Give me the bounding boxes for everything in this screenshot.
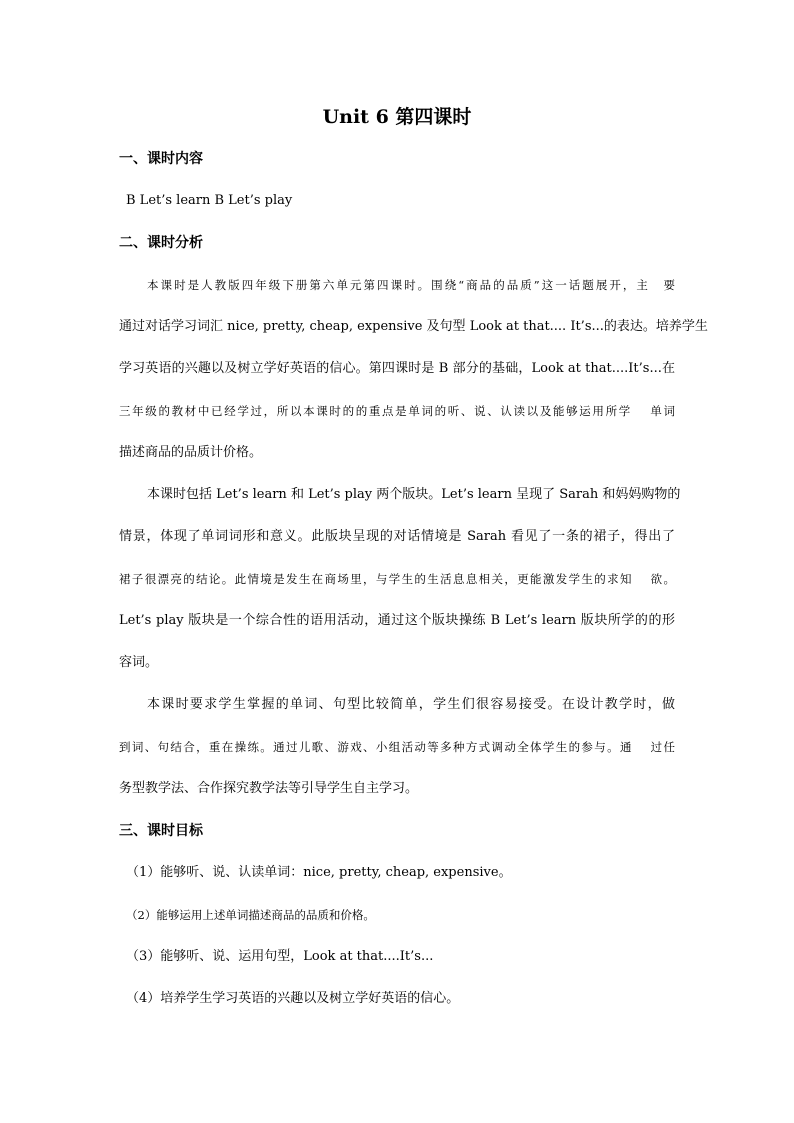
paragraph-line: 本课时包括 Let’s learn 和 Let’s play 两个版块。Let’s learn 呈现了 Sarah 和妈妈购物的: [147, 487, 681, 502]
objective-item: （1）能够听、说、认读单词：nice, pretty, cheap, expensive。: [126, 865, 512, 880]
section-heading-analysis: 二、课时分析: [119, 235, 203, 251]
paragraph-line: 本课时要求学生掌握的单词、句型比较简单，学生们很容易接受。在设计教学时，做: [147, 697, 675, 712]
paragraph-line: 本课时是人教版四年级下册第六单元第四课时。围绕“商品的品质”这一话题展开，主 要: [147, 278, 675, 292]
paragraph-line: 三年级的教材中已经学过，所以本课时的的重点是单词的听、说、认读以及能够运用所学 单词: [119, 404, 675, 418]
section-content-text: B Let’s learn B Let’s play: [126, 193, 293, 208]
objective-item: （4）培养学生学习英语的兴趣以及树立学好英语的信心。: [126, 991, 460, 1006]
paragraph-line: 到词、句结合，重在操练。通过儿歌、游戏、小组活动等多种方式调动全体学生的参与。通 过任: [119, 740, 675, 754]
paragraph-line: 容词。: [119, 655, 159, 670]
paragraph-line: 描述商品的品质计价格。: [119, 445, 263, 460]
document-title: Unit 6 第四课时: [322, 106, 472, 128]
paragraph-line: 通过对话学习词汇 nice, pretty, cheap, expensive 及句型 Look at that.... It’s...的表达。培养学生: [119, 319, 708, 334]
paragraph-line: 裙子很漂亮的结论。此情境是发生在商场里，与学生的生活息息相关，更能激发学生的求知 欲。: [119, 572, 675, 586]
paragraph-line: 务型教学法、合作探究教学法等引导学生自主学习。: [119, 781, 419, 796]
objective-item: （2）能够运用上述单词描述商品的品质和价格。: [126, 908, 375, 922]
paragraph-line: Let’s play 版块是一个综合性的语用活动，通过这个版块操练 B Let’s learn 版块所学的的形: [119, 613, 675, 628]
section-heading-objectives: 三、课时目标: [119, 823, 203, 839]
paragraph-line: 情景，体现了单词词形和意义。此版块呈现的对话情境是 Sarah 看见了一条的裙子，得出了: [119, 529, 675, 544]
section-heading-content: 一、课时内容: [119, 151, 203, 167]
objective-item: （3）能够听、说、运用句型，Look at that....It’s...: [126, 949, 434, 964]
paragraph-line: 学习英语的兴趣以及树立学好英语的信心。第四课时是 B 部分的基础，Look at that....It’s...在: [119, 361, 675, 376]
